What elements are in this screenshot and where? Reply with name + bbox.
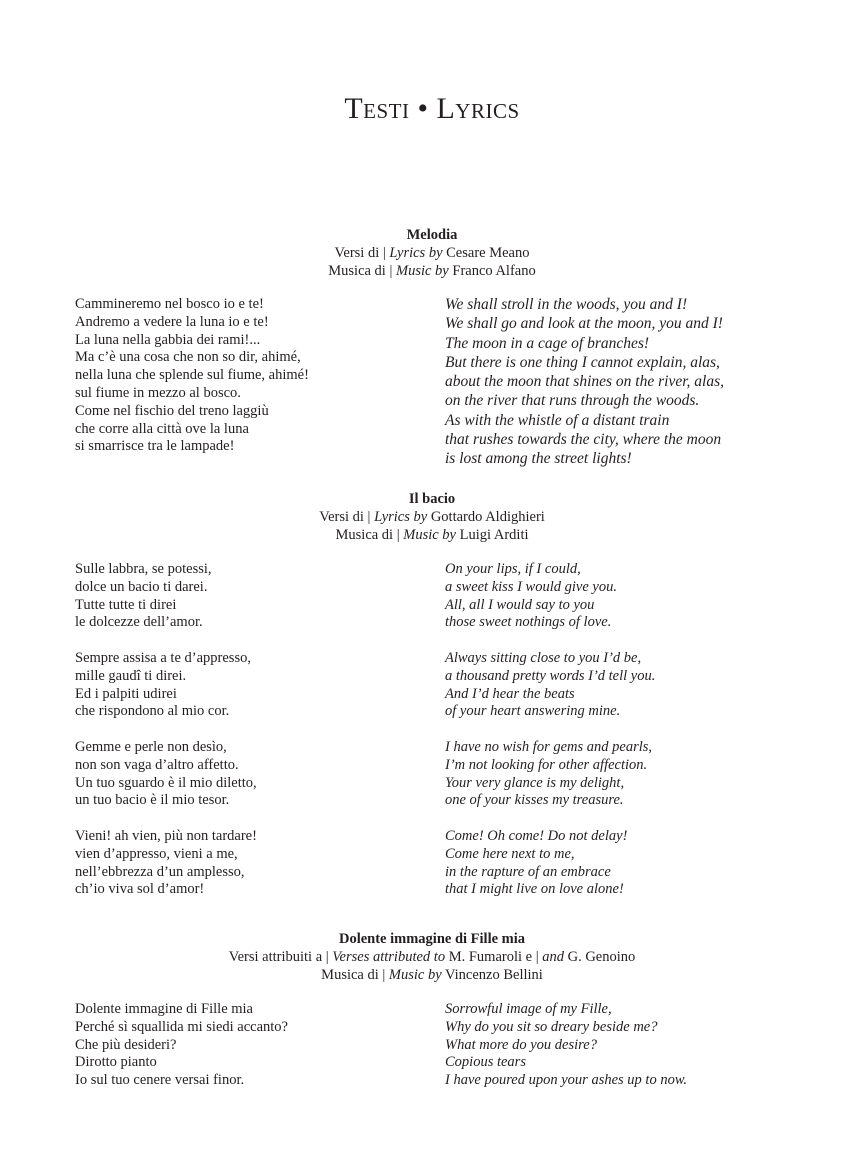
lyric-line: Un tuo sguardo è il mio diletto, [75, 774, 257, 791]
lyric-line: I have poured upon your ashes up to now. [445, 1072, 688, 1089]
lyric-line: And I’d hear the beats [445, 685, 575, 702]
lyric-line: nell’ebbrezza d’un amplesso, [75, 863, 245, 880]
italian-lyrics-dolente-immagine [75, 1001, 288, 1090]
lyric-line: ch’io viva sol d’amor! [75, 881, 205, 898]
song-title: Dolente immagine di Fille mia [338, 931, 526, 947]
lyrics-credit: Versi attribuiti a | Verses attributed to M. Fumaroli e | and G. Genoino [228, 949, 636, 965]
lyric-line: dolce un bacio ti darei. [75, 578, 208, 595]
stanza [445, 561, 655, 632]
lyric-line: La luna nella gabbia dei rami!... [75, 331, 261, 348]
lyric-line: Ma c’è una cosa che non so dir, ahimé, [75, 349, 301, 366]
lyric-line: Sempre assisa a te d’appresso, [75, 649, 251, 666]
song-title: Il bacio [408, 491, 456, 507]
lyric-line: those sweet nothings of love. [445, 614, 612, 631]
lyric-line: Sorrowful image of my Fille, [445, 1001, 612, 1017]
song-title: Melodia [406, 227, 458, 243]
page-title: Testi • Lyrics [344, 92, 520, 126]
lyric-line: The moon in a cage of branches! [445, 334, 650, 352]
lyric-line: All, all I would say to you [445, 596, 595, 613]
lyric-line: about the moon that shines on the river, alas, [445, 373, 724, 391]
music-credit: Musica di | Music by Luigi Arditi [335, 527, 529, 543]
italian-lyrics-il-bacio [75, 561, 257, 899]
stanza [75, 739, 257, 810]
lyric-line: Copious tears [445, 1054, 526, 1071]
lyric-line: What more do you desire? [445, 1036, 597, 1053]
lyric-line: a thousand pretty words I’d tell you. [445, 667, 656, 684]
lyric-line: che rispondono al mio cor. [75, 703, 230, 720]
lyric-line: che corre alla città ove la luna [75, 420, 249, 437]
music-credit: Musica di | Music by Vincenzo Bellini [321, 967, 543, 983]
lyric-line: Come! Oh come! Do not delay! [445, 827, 628, 844]
lyric-line: We shall go and look at the moon, you and I! [445, 315, 723, 333]
english-lyrics-dolente-immagine [445, 1001, 687, 1090]
lyric-line: is lost among the street lights! [445, 450, 632, 468]
song-header-il-bacio [0, 490, 864, 544]
lyric-line: of your heart answering mine. [445, 703, 621, 720]
lyric-line: Perché sì squallida mi siedi accanto? [75, 1018, 288, 1035]
lyric-line: Sulle labbra, se potessi, [75, 561, 212, 577]
lyric-line: Come nel fischio del treno laggiù [75, 402, 269, 419]
stanza [75, 561, 257, 632]
lyric-line: a sweet kiss I would give you. [445, 578, 617, 595]
lyric-line: non son vaga d’altro affetto. [75, 756, 239, 773]
lyric-line: I have no wish for gems and pearls, [445, 738, 653, 755]
lyric-line: Ed i palpiti udirei [75, 685, 177, 702]
song-header-melodia [0, 226, 864, 280]
lyric-line: that rushes towards the city, where the moon [445, 431, 722, 449]
stanza [75, 650, 257, 721]
lyric-line: Tutte tutte ti direi [75, 596, 177, 613]
lyric-line: Io sul tuo cenere versai finor. [75, 1072, 245, 1089]
lyric-line: But there is one thing I cannot explain, alas, [445, 353, 720, 371]
lyric-line: Come here next to me, [445, 845, 575, 862]
stanza [445, 828, 655, 899]
stanza [445, 1001, 687, 1090]
lyric-line: As with the whistle of a distant train [445, 411, 670, 429]
lyric-line: on the river that runs through the woods. [445, 392, 700, 410]
song-header-dolente-immagine [0, 930, 864, 984]
music-credit: Musica di | Music by Franco Alfano [328, 263, 536, 279]
lyric-line: Andremo a vedere la luna io e te! [75, 313, 269, 330]
lyrics-credit: Versi di | Lyrics by Gottardo Aldighieri [319, 509, 545, 525]
lyric-line: Cammineremo nel bosco io e te! [75, 296, 264, 312]
lyric-line: Always sitting close to you I’d be, [445, 649, 642, 666]
lyric-line: le dolcezze dell’amor. [75, 614, 203, 631]
lyric-line: We shall stroll in the woods, you and I! [445, 296, 688, 313]
lyric-line: Dirotto pianto [75, 1054, 157, 1071]
lyric-line: Your very glance is my delight, [445, 774, 625, 791]
stanza [445, 650, 655, 721]
stanza [75, 1001, 288, 1090]
italian-lyrics-melodia [75, 296, 309, 456]
lyric-line: I’m not looking for other affection. [445, 756, 648, 773]
english-lyrics-melodia [445, 295, 724, 469]
lyric-line: one of your kisses my treasure. [445, 792, 624, 809]
lyric-line: Dolente immagine di Fille mia [75, 1001, 253, 1017]
lyric-line: Vieni! ah vien, più non tardare! [75, 827, 257, 844]
lyrics-credit: Versi di | Lyrics by Cesare Meano [334, 245, 530, 261]
lyric-line: vien d’appresso, vieni a me, [75, 845, 238, 862]
lyric-line: that I might live on love alone! [445, 881, 624, 898]
lyric-line: sul fiume in mezzo al bosco. [75, 384, 241, 401]
stanza [75, 828, 257, 899]
lyric-line: Che più desideri? [75, 1036, 177, 1053]
english-lyrics-il-bacio [445, 561, 655, 899]
stanza [445, 295, 724, 469]
stanza [75, 296, 309, 456]
lyric-line: in the rapture of an embrace [445, 863, 611, 880]
lyric-line: On your lips, if I could, [445, 561, 581, 577]
lyric-line: nella luna che splende sul fiume, ahimé! [75, 367, 309, 384]
stanza [445, 739, 655, 810]
lyric-line: Why do you sit so dreary beside me? [445, 1018, 658, 1035]
lyric-line: mille gaudî ti direi. [75, 667, 187, 684]
lyric-line: si smarrisce tra le lampade! [75, 438, 235, 455]
lyric-line: Gemme e perle non desìo, [75, 738, 227, 755]
lyric-line: un tuo bacio è il mio tesor. [75, 792, 230, 809]
